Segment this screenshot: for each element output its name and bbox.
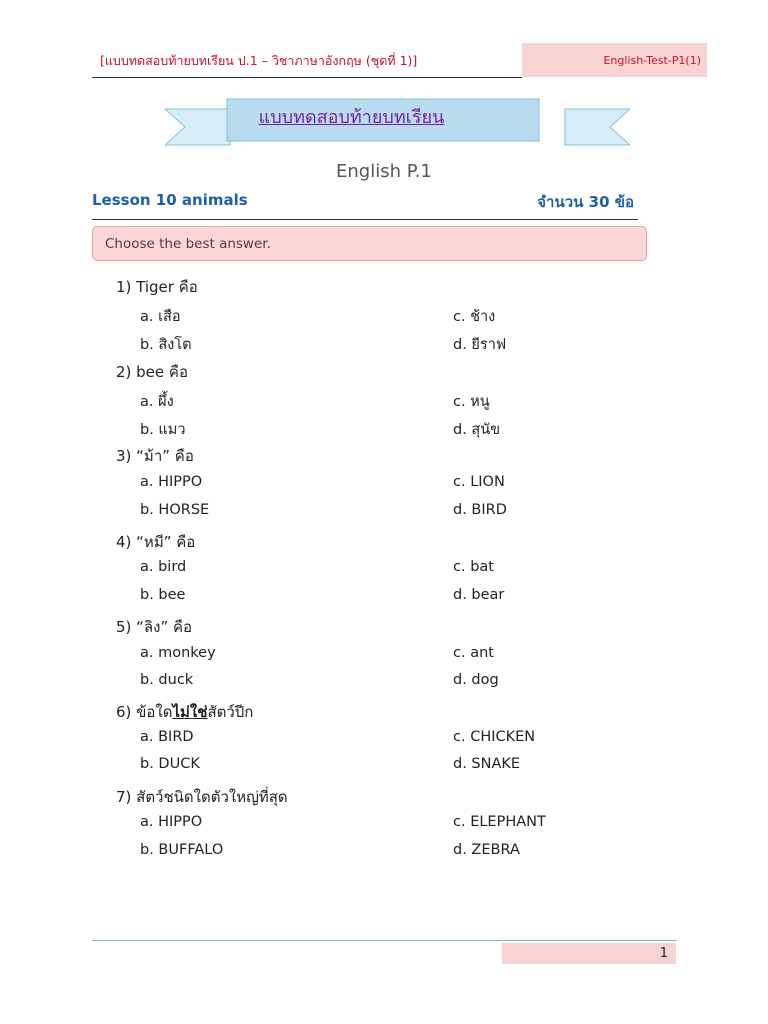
- option-1c: c. ช้าง: [453, 309, 496, 325]
- option-6b: b. DUCK: [140, 756, 200, 772]
- footer-divider: [92, 940, 677, 941]
- header-code: English-Test-P1(1): [522, 43, 707, 77]
- subtitle: English P.1: [336, 161, 432, 182]
- option-7d: d. ZEBRA: [453, 842, 520, 858]
- option-3c: c. LION: [453, 474, 505, 490]
- option-1a: a. เสือ: [140, 309, 181, 325]
- option-1d: d. ยีราฟ: [453, 337, 507, 353]
- lesson-title: Lesson 10 animals: [92, 191, 248, 209]
- option-7c: c. ELEPHANT: [453, 814, 546, 830]
- option-3d: d. BIRD: [453, 502, 507, 518]
- option-3a: a. HIPPO: [140, 474, 203, 490]
- instruction-box: [92, 226, 647, 261]
- question-1: 1) Tiger คือ: [116, 278, 198, 296]
- question-6-negation: ไม่ใช่: [172, 703, 208, 721]
- banner-title: แบบทดสอบท้ายบทเรียน: [258, 106, 445, 128]
- option-6c: c. CHICKEN: [453, 729, 536, 745]
- question-2: 2) bee คือ: [116, 363, 188, 381]
- question-6-prefix: 6) ข้อใด: [116, 703, 173, 721]
- question-6: [116, 700, 253, 724]
- option-6a: a. BIRD: [140, 729, 194, 745]
- question-5: 5) “ลิง” คือ: [116, 618, 193, 636]
- header-title: [แบบทดสอบท้ายบทเรียน ป.1 – วิชาภาษาอังกฤษ (ชุดที่ 1)]: [100, 53, 418, 68]
- question-count: จำนวน 30 ข้อ: [537, 193, 634, 211]
- title-banner: [165, 95, 630, 147]
- option-6d: d. SNAKE: [453, 756, 521, 772]
- option-1b: b. สิงโต: [140, 337, 192, 353]
- option-7a: a. HIPPO: [140, 814, 203, 830]
- page-number: 1: [502, 943, 676, 964]
- question-3: 3) “ม้า” คือ: [116, 447, 194, 465]
- option-4b: b. bee: [140, 587, 186, 603]
- question-6-suffix: สัตว์ปีก: [207, 703, 254, 721]
- option-7b: b. BUFFALO: [140, 842, 224, 858]
- option-5c: c. ant: [453, 645, 494, 661]
- option-5d: d. dog: [453, 672, 499, 688]
- option-2b: b. แมว: [140, 422, 186, 438]
- option-4a: a. bird: [140, 559, 187, 575]
- option-4c: c. bat: [453, 559, 494, 575]
- option-2d: d. สุนัข: [453, 422, 501, 438]
- option-2a: a. ผึ้ง: [140, 394, 174, 410]
- option-3b: b. HORSE: [140, 502, 210, 518]
- header-divider: [92, 77, 522, 78]
- option-5b: b. duck: [140, 672, 194, 688]
- instruction-text: Choose the best answer.: [105, 235, 271, 252]
- option-4d: d. bear: [453, 587, 505, 603]
- section-divider: [92, 219, 638, 220]
- option-2c: c. หนู: [453, 394, 490, 410]
- option-5a: a. monkey: [140, 645, 216, 661]
- question-7: 7) สัตว์ชนิดใดตัวใหญ่ที่สุด: [116, 788, 288, 806]
- question-4: 4) “หมี” คือ: [116, 533, 196, 551]
